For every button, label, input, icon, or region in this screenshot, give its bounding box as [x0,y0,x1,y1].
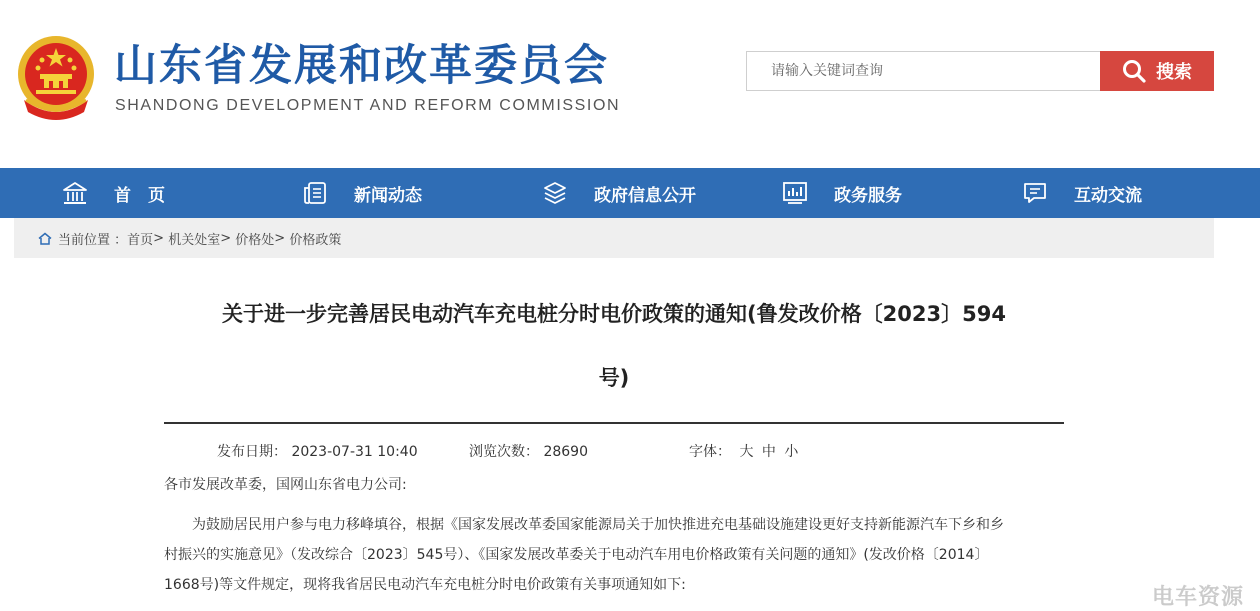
font-size-medium[interactable]: 中 [761,444,776,460]
font-size-large[interactable]: 大 [739,444,754,460]
breadcrumb-separator: > [274,230,286,246]
nav-item-home[interactable] [62,168,165,218]
nav-item-label: 互动交流 [1074,185,1142,206]
search-icon [1122,59,1146,83]
view-count [469,442,588,462]
nav-item-label: 新闻动态 [354,185,422,206]
breadcrumb-separator: > [220,230,232,246]
publish-date-label: 发布日期： [217,444,287,460]
search-button[interactable] [1100,51,1214,91]
breadcrumb-link-price-dept[interactable]: 价格处 [235,232,275,248]
breadcrumb-link-home[interactable]: 首页 [127,232,154,248]
layers-icon [542,180,568,206]
breadcrumb-prefix: 当前位置 ： [58,232,128,248]
publish-date-value: 2023-07-31 10:40 [291,444,418,460]
article-paragraph-line: 为鼓励居民用户参与电力移峰填谷，根据《国家发展改革委国家能源局关于加快推进充电基础设施建设更好支持新能源汽车下乡和乡 [192,517,1004,533]
article-salutation: 各市发展改革委，国网山东省电力公司: [164,477,407,493]
breadcrumb-separator: > [153,230,165,246]
title-divider [164,422,1064,424]
breadcrumb-link-offices[interactable]: 机关处室 [168,232,221,248]
national-emblem-icon [14,34,98,120]
font-size-switcher [689,442,798,462]
watermark: 电车资源 [1152,585,1245,610]
nav-item-interaction[interactable] [1022,168,1142,218]
font-size-small[interactable]: 小 [784,444,799,460]
article-paragraph-line: 村振兴的实施意见》（发改综合〔2023〕545号）、《国家发展改革委关于电动汽车用电价格政策有关问题的通知》(发改价格〔2014〕 [164,547,989,563]
nav-item-label: 首 页 [114,185,165,206]
font-size-label: 字体： [689,444,731,460]
article-title-line-2: 号) [598,366,630,390]
search-button-label: 搜索 [1156,62,1192,83]
view-count-value: 28690 [543,444,588,460]
site-subtitle: SHANDONG DEVELOPMENT AND REFORM COMMISSION [115,97,621,114]
nav-item-label: 政务服务 [834,185,902,206]
chart-icon [782,180,808,206]
publish-date [217,442,418,462]
main-nav [0,168,1260,218]
chat-icon [1022,180,1048,206]
breadcrumb-link-price-policy[interactable]: 价格政策 [289,232,342,248]
search-input[interactable] [746,51,1102,91]
nav-item-label: 政府信息公开 [594,185,696,206]
news-icon [302,180,328,206]
home-icon [38,232,52,245]
nav-item-news[interactable] [302,168,422,218]
nav-item-gov-info[interactable] [542,168,696,218]
article-title-line-1: 关于进一步完善居民电动汽车充电桩分时电价政策的通知(鲁发改价格〔2023〕594 [222,302,1006,326]
article-paragraph-line: 1668号)等文件规定，现将我省居民电动汽车充电桩分时电价政策有关事项通知如下: [164,577,686,593]
site-header [0,0,1260,168]
home-building-icon [62,180,88,206]
site-title[interactable]: 山东省发展和改革委员会 [114,41,609,91]
breadcrumb [14,218,1214,258]
view-count-label: 浏览次数： [469,444,539,460]
nav-item-services[interactable] [782,168,902,218]
